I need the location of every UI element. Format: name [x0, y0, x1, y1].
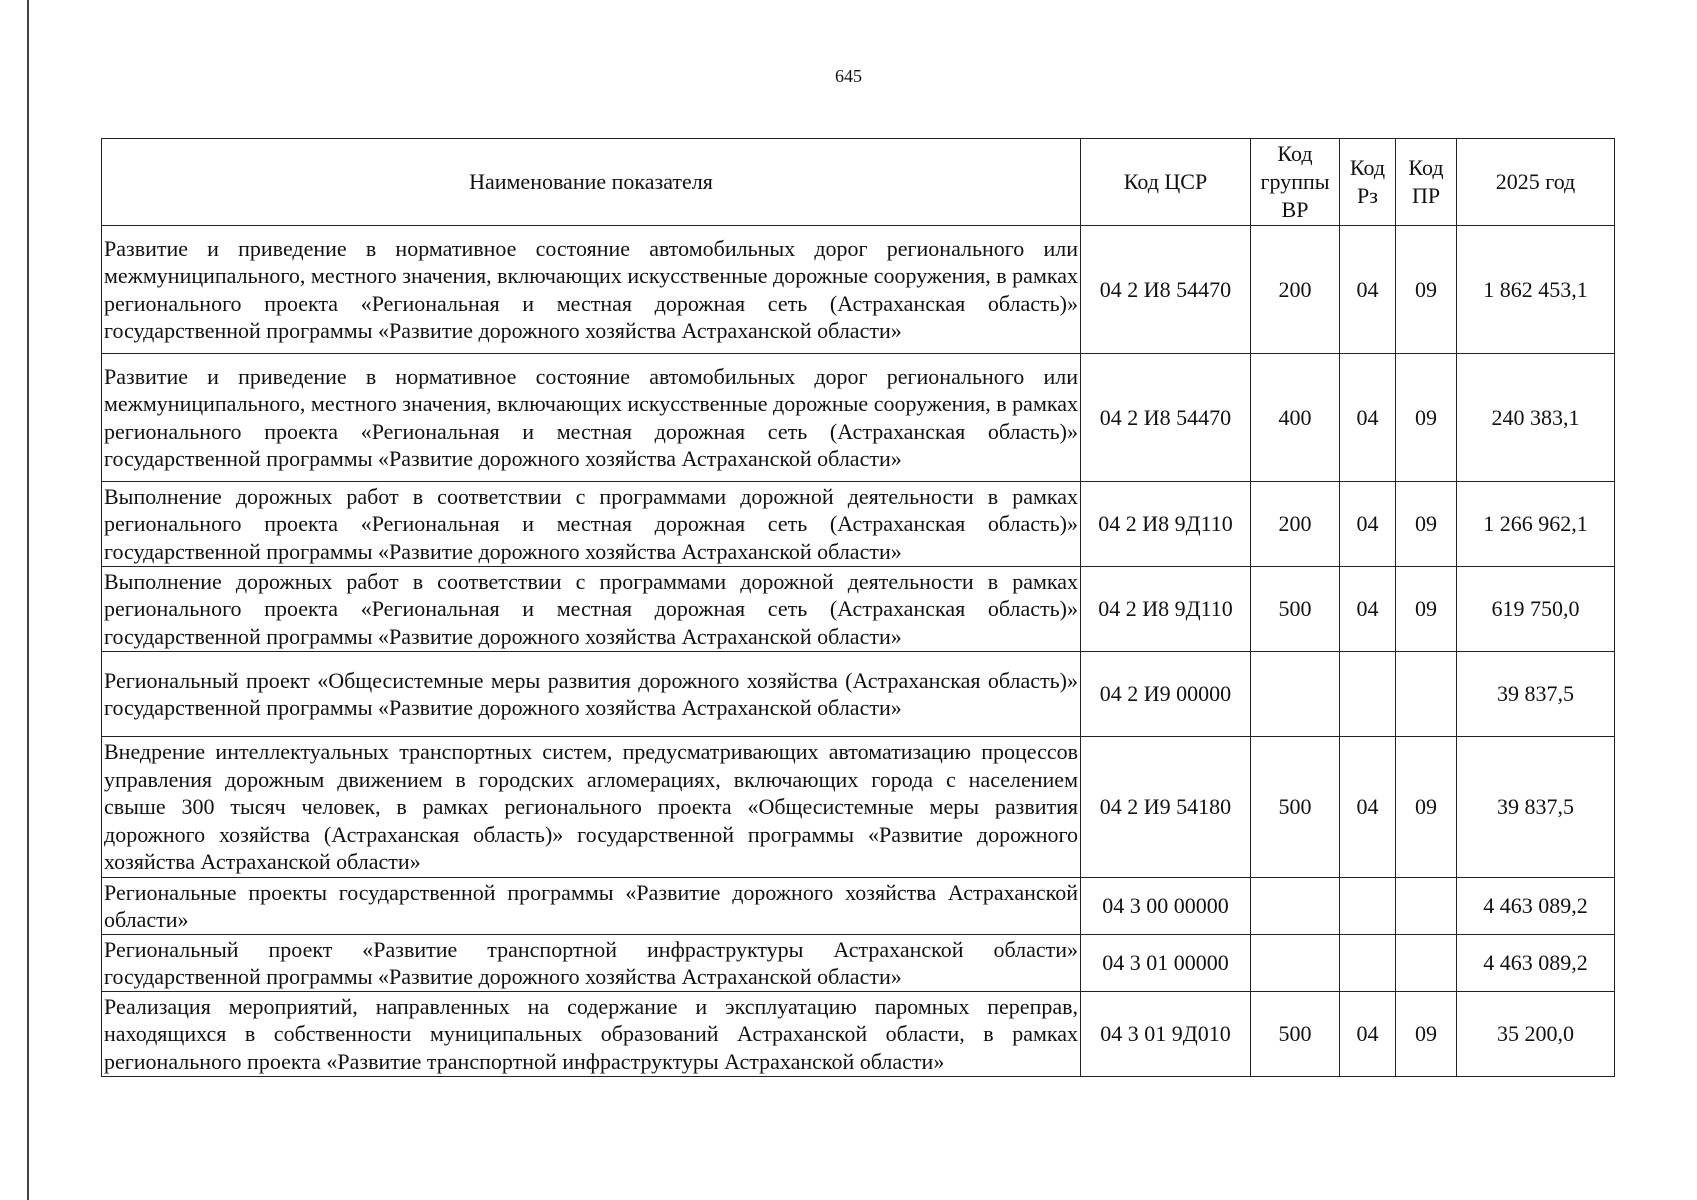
row-vr-code: 500 [1251, 567, 1340, 652]
row-name: Развитие и приведение в нормативное состояние автомобильных дорог регионального или межмуниципального, местного значения, включающих искусственные дорожные сооружения, в рамках регионального проекта «Региональная и местная дорожная сеть (Астраханская область)» государственной программы «Развитие дорожного хозяйства Астраханской области» [102, 354, 1081, 482]
row-amount: 4 463 089,2 [1457, 878, 1615, 935]
table-row [102, 652, 1615, 737]
row-rz-code: 04 [1340, 567, 1396, 652]
row-vr-code [1251, 652, 1340, 737]
row-csr-code: 04 3 00 00000 [1081, 878, 1251, 935]
table-row [102, 935, 1615, 992]
row-amount: 1 862 453,1 [1457, 226, 1615, 354]
row-vr-code: 500 [1251, 992, 1340, 1077]
row-rz-code [1340, 878, 1396, 935]
table-header-row [102, 139, 1615, 226]
header-name: Наименование показателя [102, 139, 1081, 226]
table-row [102, 354, 1615, 482]
row-name: Развитие и приведение в нормативное состояние автомобильных дорог регионального или межмуниципального, местного значения, включающих искусственные дорожные сооружения, в рамках регионального проекта «Региональная и местная дорожная сеть (Астраханская область)» государственной программы «Развитие дорожного хозяйства Астраханской области» [102, 226, 1081, 354]
header-year-2025: 2025 год [1457, 139, 1615, 226]
row-amount: 39 837,5 [1457, 652, 1615, 737]
header-rz-code: Код Рз [1340, 139, 1396, 226]
row-vr-code [1251, 935, 1340, 992]
row-amount: 35 200,0 [1457, 992, 1615, 1077]
row-rz-code: 04 [1340, 482, 1396, 567]
row-rz-code [1340, 935, 1396, 992]
header-csr-code: Код ЦСР [1081, 139, 1251, 226]
row-name: Реализация мероприятий, направленных на содержание и эксплуатацию паромных переправ, находящихся в собственности муниципальных образований Астраханской области, в рамках регионального проекта «Развитие транспортной инфраструктуры Астраханской области» [102, 992, 1081, 1077]
row-pr-code [1396, 935, 1457, 992]
table-row [102, 567, 1615, 652]
row-pr-code: 09 [1396, 354, 1457, 482]
binding-margin-line [27, 0, 29, 1200]
row-rz-code: 04 [1340, 737, 1396, 878]
row-rz-code: 04 [1340, 992, 1396, 1077]
row-csr-code: 04 2 И8 54470 [1081, 226, 1251, 354]
row-name: Региональные проекты государственной программы «Развитие дорожного хозяйства Астраханской области» [102, 878, 1081, 935]
row-name: Региональный проект «Общесистемные меры развития дорожного хозяйства (Астраханская область)» государственной программы «Развитие дорожного хозяйства Астраханской области» [102, 652, 1081, 737]
budget-table [101, 138, 1615, 1077]
row-vr-code [1251, 878, 1340, 935]
row-name: Региональный проект «Развитие транспортной инфраструктуры Астраханской области» государственной программы «Развитие дорожного хозяйства Астраханской области» [102, 935, 1081, 992]
row-amount: 619 750,0 [1457, 567, 1615, 652]
table-row [102, 226, 1615, 354]
row-rz-code: 04 [1340, 354, 1396, 482]
row-pr-code [1396, 878, 1457, 935]
row-vr-code: 500 [1251, 737, 1340, 878]
row-csr-code: 04 2 И9 54180 [1081, 737, 1251, 878]
header-vr-group-code: Код группы ВР [1251, 139, 1340, 226]
row-pr-code: 09 [1396, 482, 1457, 567]
row-csr-code: 04 2 И8 9Д110 [1081, 567, 1251, 652]
row-vr-code: 200 [1251, 482, 1340, 567]
table-row [102, 737, 1615, 878]
row-name: Внедрение интеллектуальных транспортных систем, предусматривающих автоматизацию процессов управления дорожным движением в городских агломерациях, включающих города с населением свыше 300 тысяч человек, в рамках регионального проекта «Общесистемные меры развития дорожного хозяйства (Астраханская область)» государственной программы «Развитие дорожного хозяйства Астраханской области» [102, 737, 1081, 878]
row-csr-code: 04 2 И9 00000 [1081, 652, 1251, 737]
page-number: 645 [835, 66, 862, 86]
row-amount: 4 463 089,2 [1457, 935, 1615, 992]
row-pr-code [1396, 652, 1457, 737]
table-row [102, 482, 1615, 567]
row-pr-code: 09 [1396, 226, 1457, 354]
row-csr-code: 04 2 И8 9Д110 [1081, 482, 1251, 567]
table-row [102, 992, 1615, 1077]
row-name: Выполнение дорожных работ в соответствии с программами дорожной деятельности в рамках регионального проекта «Региональная и местная дорожная сеть (Астраханская область)» государственной программы «Развитие дорожного хозяйства Астраханской области» [102, 567, 1081, 652]
row-name: Выполнение дорожных работ в соответствии с программами дорожной деятельности в рамках регионального проекта «Региональная и местная дорожная сеть (Астраханская область)» государственной программы «Развитие дорожного хозяйства Астраханской области» [102, 482, 1081, 567]
row-rz-code [1340, 652, 1396, 737]
row-pr-code: 09 [1396, 992, 1457, 1077]
row-amount: 1 266 962,1 [1457, 482, 1615, 567]
header-pr-code: Код ПР [1396, 139, 1457, 226]
row-pr-code: 09 [1396, 567, 1457, 652]
row-rz-code: 04 [1340, 226, 1396, 354]
row-vr-code: 400 [1251, 354, 1340, 482]
row-amount: 240 383,1 [1457, 354, 1615, 482]
row-csr-code: 04 3 01 00000 [1081, 935, 1251, 992]
row-csr-code: 04 2 И8 54470 [1081, 354, 1251, 482]
row-vr-code: 200 [1251, 226, 1340, 354]
row-pr-code: 09 [1396, 737, 1457, 878]
row-csr-code: 04 3 01 9Д010 [1081, 992, 1251, 1077]
table-row [102, 878, 1615, 935]
row-amount: 39 837,5 [1457, 737, 1615, 878]
